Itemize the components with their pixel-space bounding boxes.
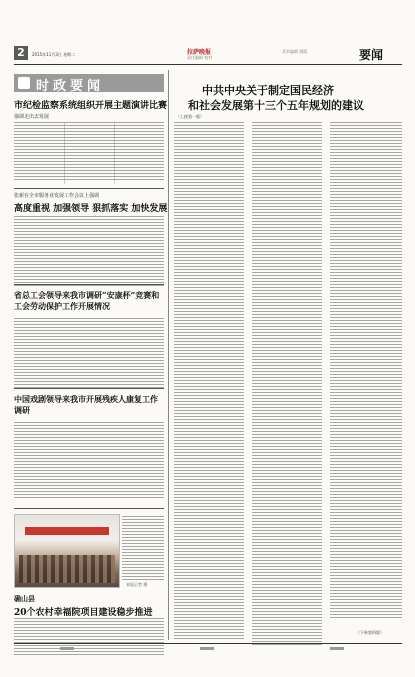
article-3-title: 省总工会领导来我市调研“安康杯”竞赛和工会劳动保护工作开展情况: [14, 290, 160, 311]
article-2-prefix: 张新在全市服务业发展工作会议上强调: [14, 193, 100, 199]
article-divider: [14, 284, 164, 285]
masthead-info-left: 责任编辑 校对: [187, 55, 213, 60]
section-title: 要闻: [359, 48, 384, 62]
main-title-line1: 中共中央关于制定国民经济: [202, 84, 334, 97]
news-photo: [14, 514, 120, 588]
main-col-1: [174, 122, 244, 641]
main-title-line2: 和社会发展第十三个五年规划的建议: [188, 99, 364, 112]
main-col-3: [330, 122, 402, 620]
main-col-2: [252, 122, 322, 647]
photo-crowd: [19, 555, 115, 583]
paper-name: 拉萨晚报: [187, 49, 212, 56]
article-divider: [14, 388, 164, 389]
divider: [114, 122, 115, 184]
main-subtitle: （上接第一版）: [176, 114, 204, 119]
article-2: [14, 192, 168, 214]
left-column: [14, 70, 168, 640]
article-4: [14, 394, 164, 416]
divider: [64, 122, 65, 184]
banner-icon: [18, 77, 30, 89]
article-5-prefix: 确山县: [14, 594, 35, 603]
page-number-box: [14, 46, 28, 60]
section-banner: [14, 74, 164, 92]
article-divider: [14, 188, 164, 189]
masthead-info-right: 美术编辑 排版: [282, 49, 308, 54]
article-5-body: [14, 618, 164, 657]
article-1-body: [14, 122, 164, 182]
footer-rule: [14, 643, 402, 644]
photo-caption: 本报记者 摄: [126, 582, 148, 587]
masthead: [14, 44, 402, 64]
main-article: [174, 70, 402, 640]
article-divider: [14, 508, 164, 509]
page-number: 2: [17, 46, 25, 59]
article-3-body: [14, 318, 164, 390]
column-divider: [168, 70, 169, 640]
masthead-rule: [14, 64, 402, 65]
photo-banner: [25, 527, 109, 535]
footer-ornament-right: [330, 647, 344, 650]
article-5: [14, 594, 164, 618]
banner-label: 时政要闻: [36, 79, 105, 94]
article-4-body: [14, 422, 164, 500]
article-2-title: 高度重视 加强领导 狠抓落实 加快发展: [14, 204, 168, 214]
article-3: [14, 290, 164, 312]
article-1-subtitle: 强调走出去发展: [14, 114, 50, 120]
article-5-title: 20个农村幸福院项目建设稳步推进: [14, 608, 153, 618]
footer-ornament-mid: [200, 647, 214, 650]
main-end-mark: （下转第四版）: [356, 630, 384, 635]
article-1: [14, 98, 168, 120]
article-4-title: 中国戏剧领导来我市开展残疾人康复工作调研: [14, 394, 158, 415]
footer-ornament-left: [60, 647, 74, 650]
date-line: 2015年11月3日 星期二: [32, 52, 76, 57]
article-2-body: [14, 216, 164, 288]
photo-caption-text: [122, 516, 164, 582]
article-1-title: 市纪检监察系统组织开展主题演讲比赛: [14, 101, 168, 111]
